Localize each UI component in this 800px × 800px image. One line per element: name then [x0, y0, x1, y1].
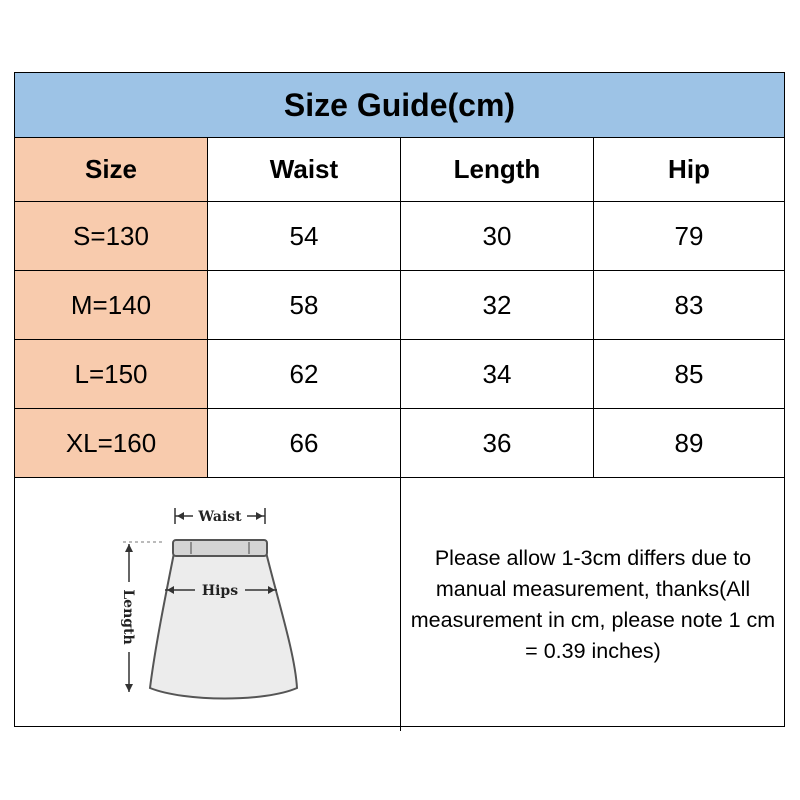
row-waist-cell: 62 [208, 340, 401, 409]
row-size-cell: XL=160 [15, 409, 208, 478]
skirt-waistband [173, 540, 267, 556]
hips-diagram-label: Hips [201, 583, 239, 599]
bottom-section [15, 478, 784, 726]
skirt-diagram-cell [15, 478, 401, 731]
skirt-diagram [15, 478, 401, 726]
note-cell [401, 478, 785, 731]
row-size-cell: S=130 [15, 202, 208, 271]
row-hip-cell: 83 [594, 271, 784, 340]
size-guide-sheet [14, 72, 785, 727]
row-size-cell: L=150 [15, 340, 208, 409]
row-length-cell: 34 [401, 340, 594, 409]
header-hip: Hip [594, 138, 784, 202]
row-hip-cell: 79 [594, 202, 784, 271]
measurement-note: Please allow 1-3cm differs due to manual measurement, thanks(All measurement in cm, please note 1 cm = 0.39 inches) [410, 545, 776, 663]
row-length-cell: 32 [401, 271, 594, 340]
row-waist-cell: 54 [208, 202, 401, 271]
skirt-outline [150, 548, 297, 699]
waist-diagram-label: Waist [198, 509, 242, 525]
row-size-cell: M=140 [15, 271, 208, 340]
row-length-cell: 30 [401, 202, 594, 271]
header-size: Size [15, 138, 208, 202]
header-length: Length [401, 138, 594, 202]
row-length-cell: 36 [401, 409, 594, 478]
row-hip-cell: 85 [594, 340, 784, 409]
row-waist-cell: 58 [208, 271, 401, 340]
row-waist-cell: 66 [208, 409, 401, 478]
row-hip-cell: 89 [594, 409, 784, 478]
header-waist: Waist [208, 138, 401, 202]
size-guide-title: Size Guide(cm) [15, 73, 784, 138]
size-table [15, 138, 784, 478]
length-diagram-label: Length [120, 589, 136, 645]
